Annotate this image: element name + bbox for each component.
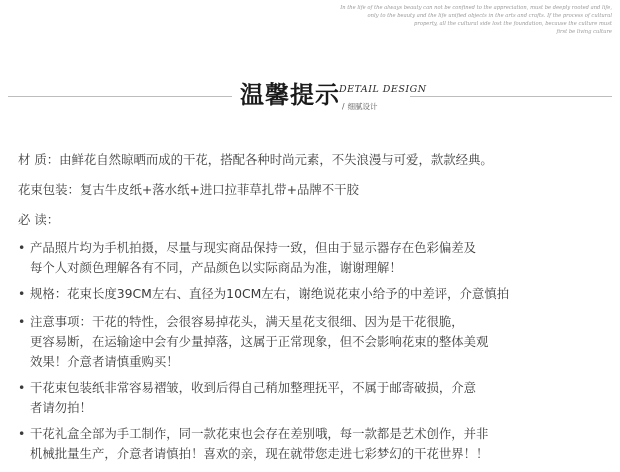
material-line: 材 质：由鲜花自然晾晒而成的干花，搭配各种时尚元素，不失浪漫与可爱，款款经典。 (18, 152, 493, 167)
bullet-marker: • (18, 286, 26, 301)
list-item-line: 机械批量生产，介意者请慎拍！喜欢的亲，现在就带您走进七彩梦幻的干花世界！！ (30, 446, 489, 461)
list-item (18, 424, 618, 464)
header-subtitle-cn (342, 101, 378, 112)
header-slash: / (342, 102, 345, 111)
banner-quote-line: property, all the cultural side lost the foundation, because the culture must (414, 21, 612, 27)
list-item-line: 干花束包装纸非常容易褶皱，收到后得自己稍加整理抚平，不属于邮寄破损，介意 (30, 380, 477, 395)
list-item-line: 更容易断，在运输途中会有少量掉落，这属于正常现象，但不会影响花束的整体美观 (30, 334, 489, 349)
page-title: 温馨提示 (240, 81, 340, 109)
banner-quote-line: In the life of the always beauty can not be confined to the appreciation, must be deeply rooted and life, (340, 5, 612, 11)
banner-quote (312, 4, 612, 36)
list-item-line: 干花礼盒全部为手工制作，同一款花束也会存在差别哦，每一款都是艺术创作，并非 (30, 426, 489, 441)
header-subtitle-cn-text: 细腻设计 (347, 102, 378, 111)
bullet-marker: • (18, 426, 26, 441)
list-item-line: 者请勿拍！ (30, 400, 92, 415)
section-header (0, 68, 620, 128)
header-subtitle: DETAIL DESIGN (339, 84, 427, 95)
list-item-line: 规格：花束长度39CM左右、直径为10CM左右，谢绝说花束小给予的中差评，介意慎拍 (30, 286, 510, 301)
header-divider-left (8, 96, 232, 97)
banner-quote-line: first be living culture (556, 29, 612, 35)
list-item-line: 产品照片均为手机拍摄，尽量与现实商品保持一致，但由于显示器存在色彩偏差及 (30, 240, 477, 255)
header-divider-right (410, 96, 612, 97)
list-item-line: 效果！介意者请慎重购买！ (30, 354, 179, 369)
bullet-marker: • (18, 314, 26, 329)
banner-quote-line: only to the beauty and the life unified objects in the arts and crafts. If the process of cultural (367, 13, 612, 19)
list-item-line: 每个人对颜色理解各有不同，产品颜色以实际商品为准，谢谢理解！ (30, 260, 402, 275)
list-item (18, 238, 618, 278)
list-item (18, 312, 618, 372)
packaging-line: 花束包装：复古牛皮纸+落水纸+进口拉菲草扎带+品牌不干胶 (18, 182, 359, 197)
list-item (18, 284, 618, 304)
list-item (18, 378, 618, 418)
bullet-marker: • (18, 380, 26, 395)
bullet-marker: • (18, 240, 26, 255)
list-item-line: 注意事项：干花的特性，会很容易掉花头，满天星花支很细、因为是干花很脆， (30, 314, 464, 329)
notice-content (18, 150, 618, 464)
must-read-heading: 必 读： (18, 212, 60, 227)
